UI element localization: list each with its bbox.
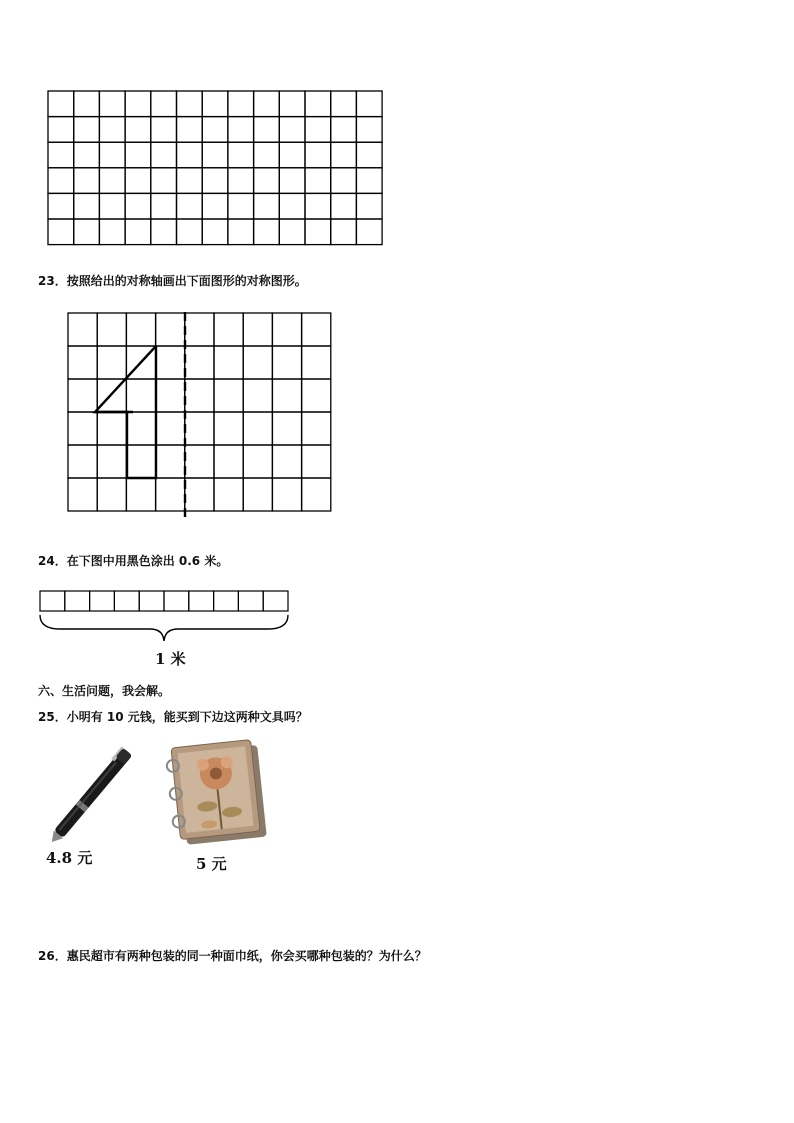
- question-23: 23．按照给出的对称轴画出下面图形的对称图形。: [38, 274, 307, 288]
- question-26: 26．惠民超市有两种包装的同一种面巾纸，你会买哪种包装的？为什么？: [38, 949, 427, 963]
- pen-price: 4.8 元: [46, 849, 93, 867]
- meter-label: 1 米: [155, 650, 186, 668]
- section-6-heading: 六、生活问题，我会解。: [38, 684, 171, 698]
- notebook-price: 5 元: [196, 855, 227, 873]
- question-25: 25．小明有 10 元钱，能买到下边这两种文具吗？: [38, 710, 308, 724]
- question-24: 24．在下图中用黑色涂出 0.6 米。: [38, 554, 229, 568]
